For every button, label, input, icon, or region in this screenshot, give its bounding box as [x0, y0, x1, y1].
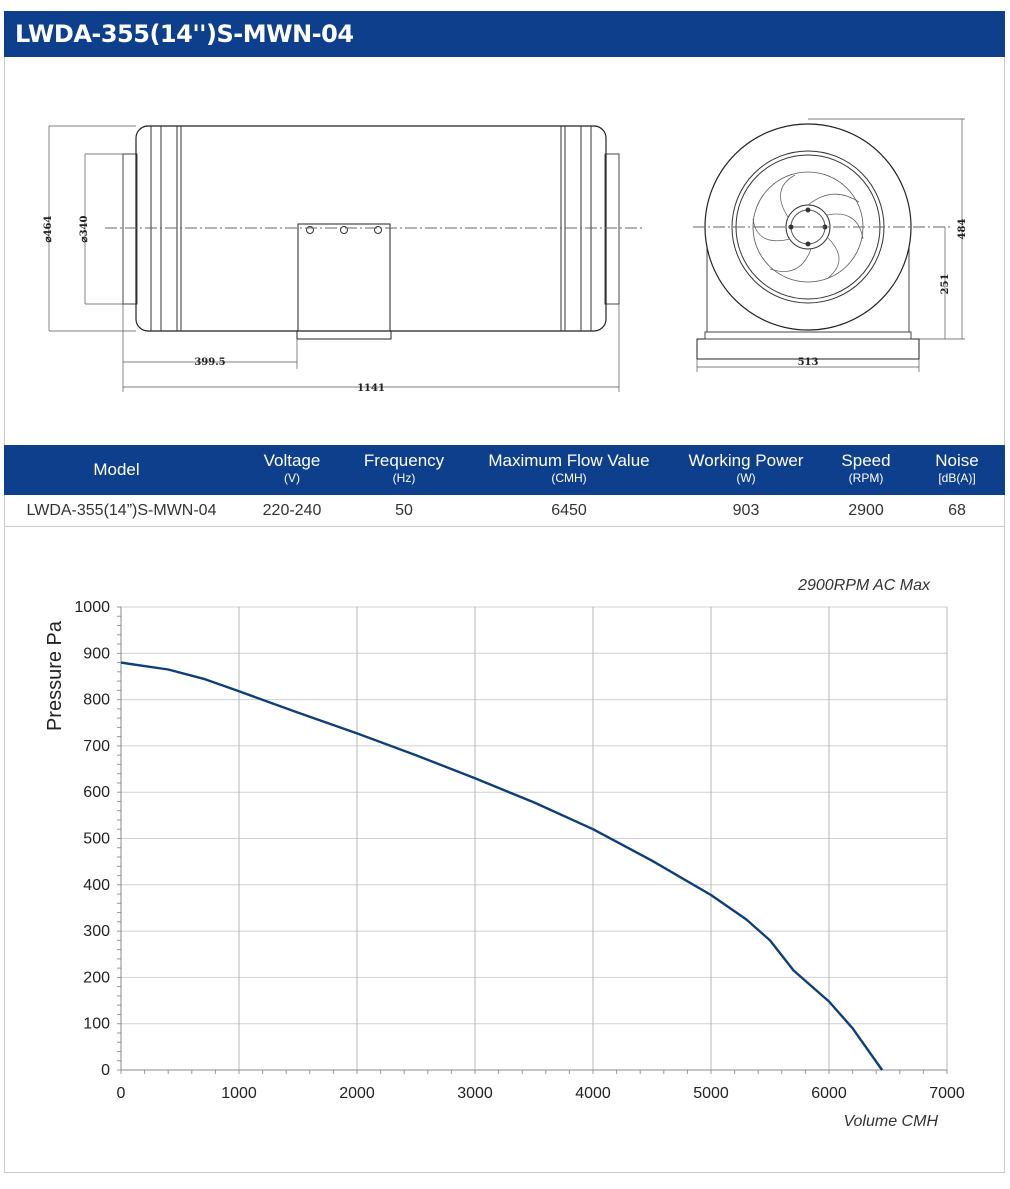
- x-axis-label: Volume CMH: [843, 1113, 938, 1130]
- x-tick-label: 5000: [693, 1085, 729, 1102]
- column-noise: Noise [dB(A)]: [935, 451, 979, 485]
- y-tick-label: 400: [83, 876, 110, 894]
- y-tick-label: 1000: [74, 599, 110, 616]
- cell-max-flow: 6450: [551, 502, 587, 519]
- spec-table-header: [4, 445, 1005, 495]
- performance-chart: [5, 528, 1004, 1168]
- y-axis-label: Pressure Pa: [44, 620, 66, 732]
- dim-base-width: 513: [797, 357, 819, 368]
- x-tick-label: 7000: [929, 1085, 965, 1102]
- column-speed: Speed (RPM): [841, 451, 891, 485]
- x-tick-label: 4000: [575, 1085, 611, 1102]
- cell-speed: 2900: [848, 502, 884, 519]
- y-tick-label: 700: [83, 737, 110, 755]
- y-tick-label: 100: [83, 1015, 110, 1033]
- column-frequency: Frequency (Hz): [363, 451, 445, 485]
- x-tick-label: 3000: [457, 1085, 493, 1102]
- dim-height: 484: [957, 218, 968, 240]
- y-tick-label: 900: [83, 645, 110, 663]
- cell-frequency: 50: [395, 502, 413, 519]
- cell-model: LWDA-355(14”)S-MWN-04: [26, 502, 217, 519]
- chart-axes: [74, 599, 964, 1102]
- column-max-flow: Maximum Flow Value (CMH): [488, 451, 650, 485]
- front-view: [693, 119, 965, 372]
- chart-series: [121, 663, 882, 1070]
- pressure-curve: [121, 663, 882, 1070]
- dim-outer-diameter: ⌀464: [43, 215, 54, 243]
- y-tick-label: 600: [83, 784, 110, 802]
- y-tick-label: 200: [83, 969, 110, 987]
- column-model: Model: [93, 460, 140, 479]
- x-tick-label: 6000: [811, 1085, 847, 1102]
- side-view: [49, 126, 643, 392]
- page-title: LWDA-355(14'')S-MWN-04: [4, 11, 1005, 57]
- y-tick-label: 800: [83, 691, 110, 709]
- cell-working-power: 903: [732, 502, 760, 519]
- y-tick-label: 0: [101, 1062, 110, 1079]
- chart-title: 2900RPM AC Max: [798, 577, 930, 594]
- technical-drawing: [5, 57, 1004, 445]
- x-tick-label: 1000: [221, 1085, 257, 1102]
- y-tick-label: 300: [83, 923, 110, 941]
- chart-grid: [121, 607, 947, 1070]
- x-tick-label: 0: [116, 1085, 126, 1102]
- dim-inner-diameter: ⌀340: [79, 215, 90, 243]
- x-tick-label: 2000: [339, 1085, 375, 1102]
- y-tick-label: 500: [83, 830, 110, 848]
- cell-voltage: 220-240: [262, 502, 322, 519]
- dim-offset: 399.5: [194, 357, 226, 368]
- column-voltage: Voltage (V): [263, 451, 321, 485]
- dim-center-height: 251: [940, 273, 951, 295]
- cell-noise: 68: [948, 502, 966, 519]
- dim-length: 1141: [357, 383, 385, 394]
- spec-table-row: [4, 495, 1005, 527]
- column-working-power: Working Power (W): [688, 451, 804, 485]
